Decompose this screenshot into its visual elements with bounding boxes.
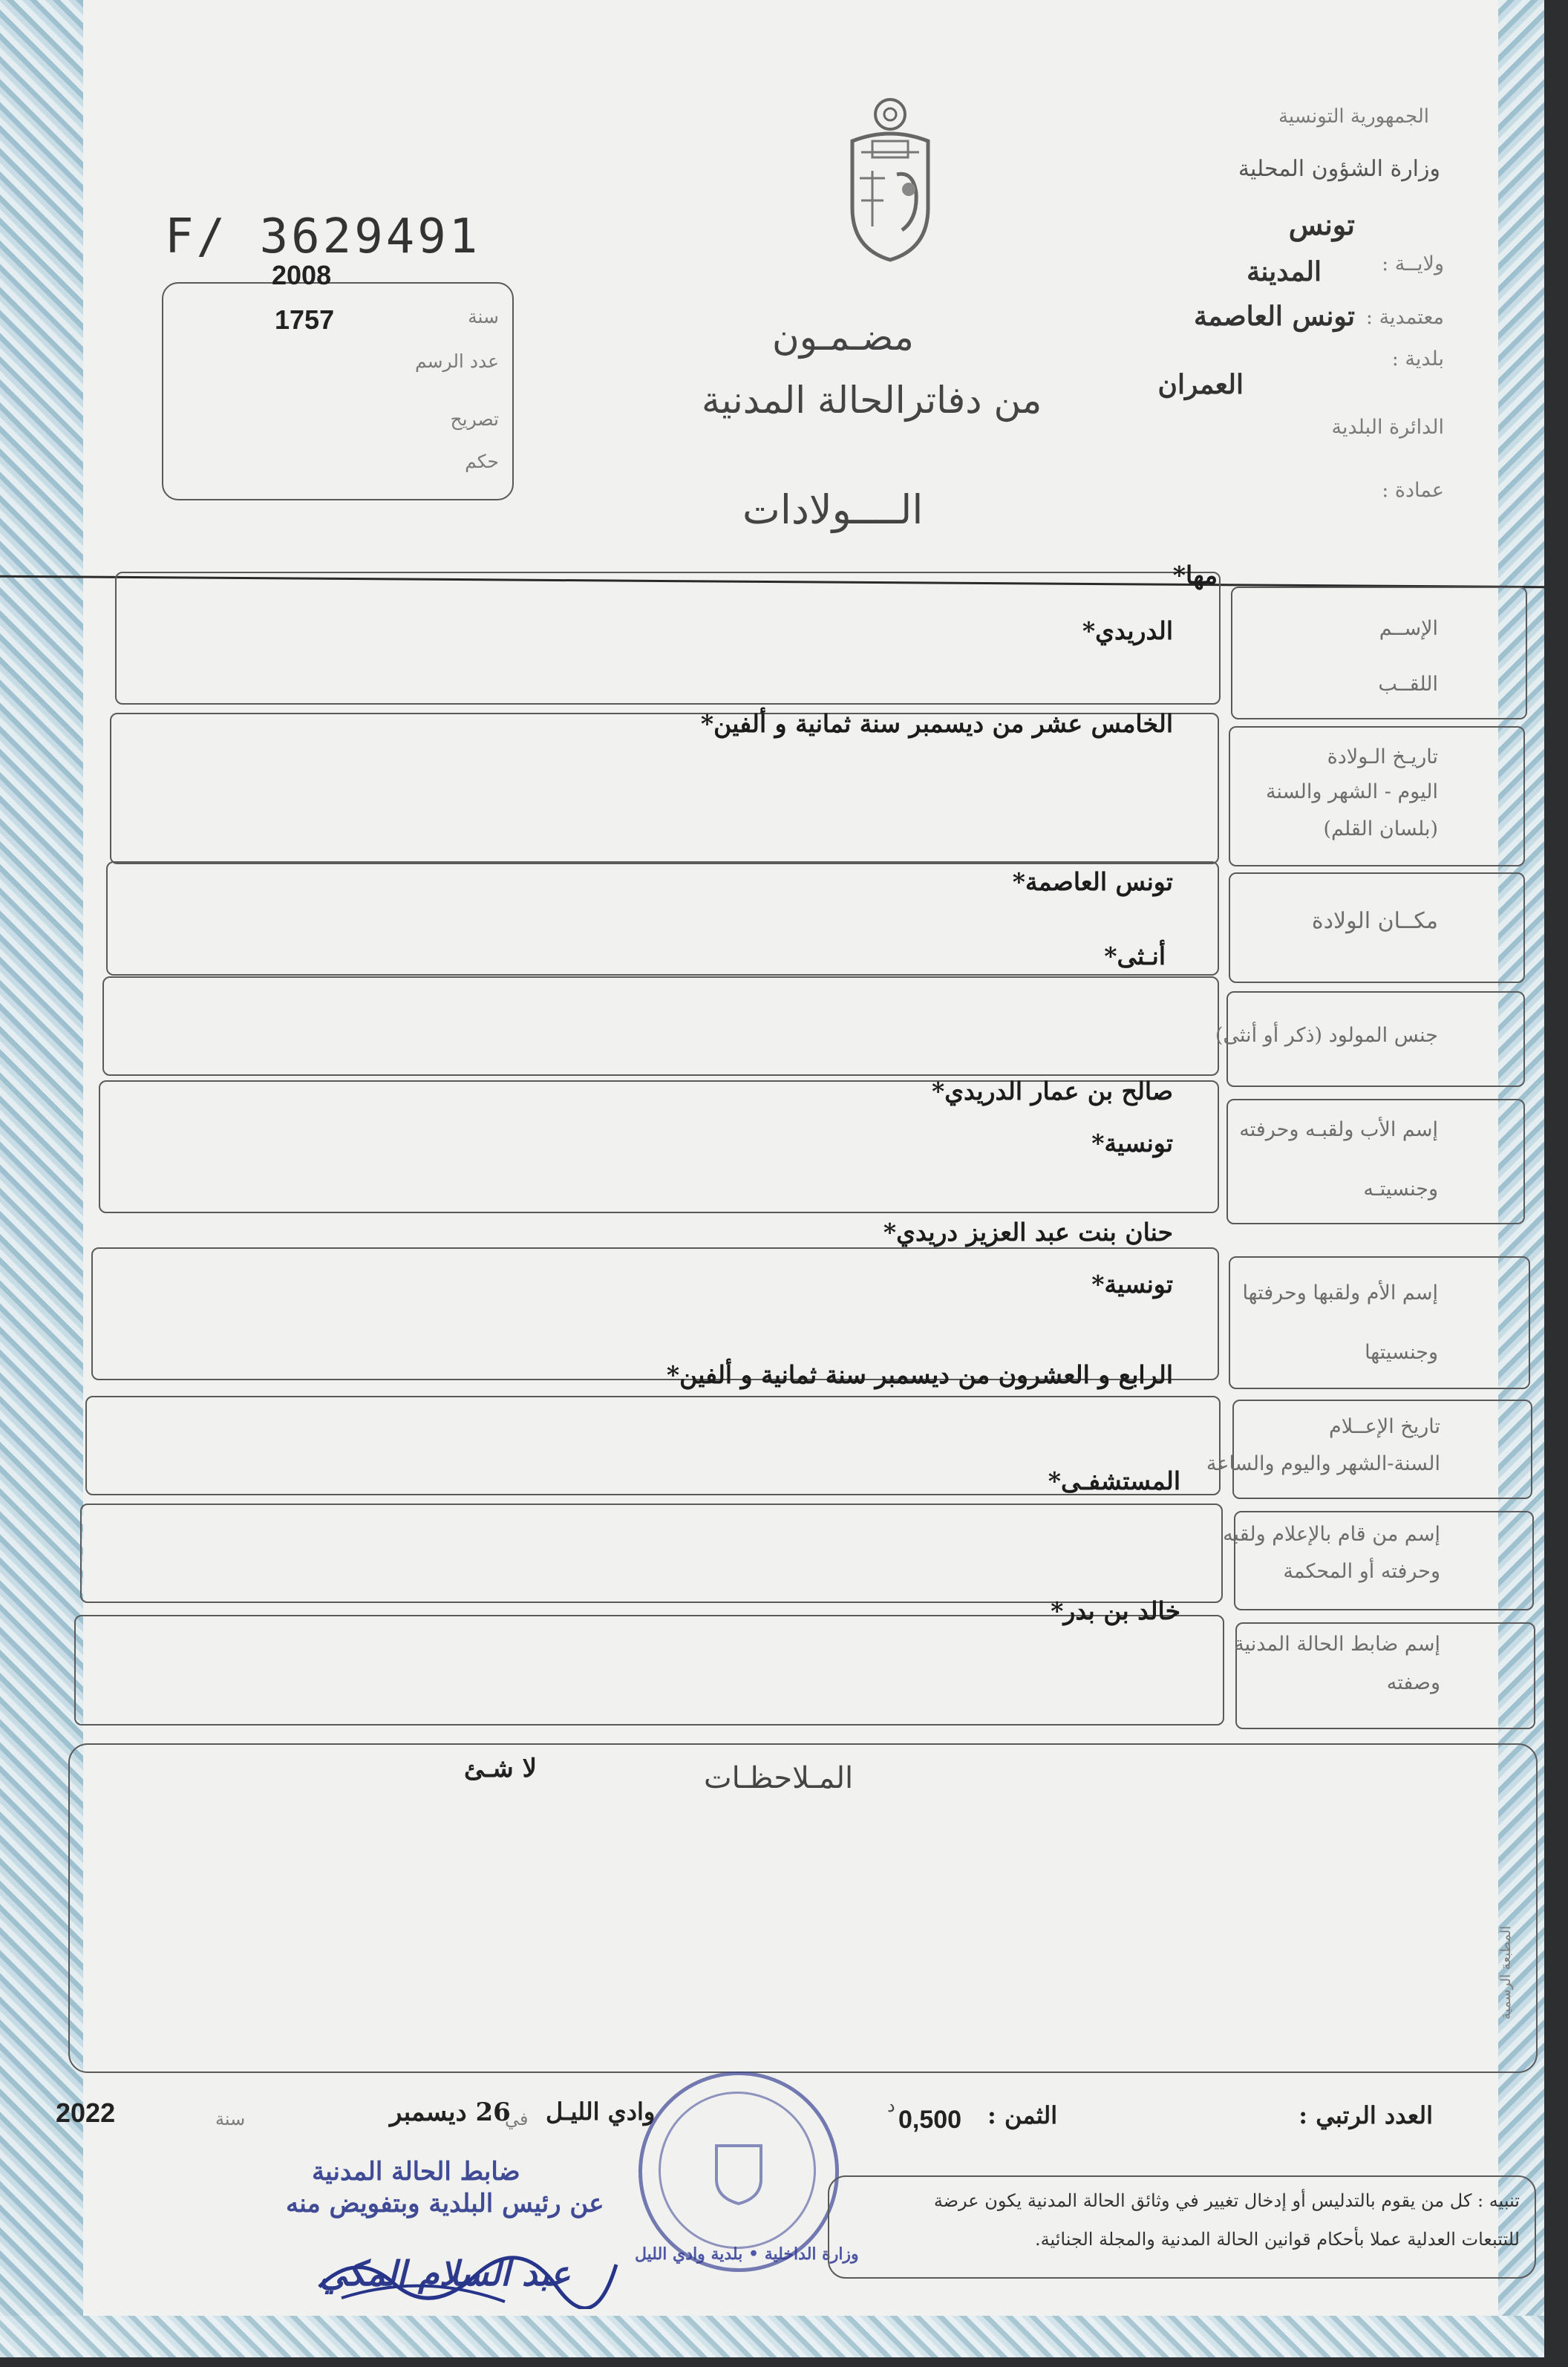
price-unit: د xyxy=(887,2095,895,2116)
section-title: الــــولادات xyxy=(742,486,924,533)
field-officer-value: خالد بن بدر* xyxy=(1051,1596,1180,1625)
field-father-label2: وجنسيتـه xyxy=(1363,1178,1438,1201)
field-mother-value: حنان بنت عبد العزيز دريدي* xyxy=(883,1218,1173,1247)
field-father-label: إسم الأب ولقبـه وحرفته xyxy=(1239,1118,1438,1141)
signature-scribble-icon xyxy=(312,2242,624,2309)
field-declaration-date-label2: السنة-الشهر واليوم والساعة xyxy=(1206,1452,1440,1475)
field-declarant-label: إسم من قام بالإعلام ولقبه xyxy=(1223,1523,1440,1546)
registry-number-label: عدد الرسم xyxy=(414,350,499,372)
place-date: وادي الليـل xyxy=(546,2097,656,2126)
serial-label: العدد الرتبي : xyxy=(1298,2101,1433,2129)
field-birthdate-label2: اليوم - الشهر والسنة xyxy=(1265,780,1438,803)
field-sex-value-box xyxy=(102,976,1219,1076)
ruling-label: حكم xyxy=(465,451,499,472)
field-sex-value: أنـثى* xyxy=(1104,941,1166,970)
field-surname-value: الدريدي* xyxy=(1082,616,1173,645)
field-birthplace-value: تونس العاصمة* xyxy=(1012,867,1173,896)
field-father-value: صالح بن عمار الدريدي* xyxy=(931,1077,1173,1106)
date-prefix: في xyxy=(505,2109,529,2129)
registry-year-label: سنة xyxy=(468,306,499,327)
signature-title: ضابط الحالة المدنية xyxy=(312,2157,520,2187)
print-code: المطبعة الرسمية xyxy=(1498,1925,1514,2020)
field-declaration-date-label: تاريخ الإعــلام xyxy=(1329,1415,1440,1438)
stamp-emblem-icon xyxy=(709,2138,768,2205)
field-name-label-box xyxy=(1231,587,1527,719)
security-border-bottom xyxy=(0,2316,1544,2357)
municipal-stamp xyxy=(635,2071,859,2272)
title-line2: من دفاترالحالة المدنية xyxy=(702,379,1042,422)
field-declarant-value-box xyxy=(80,1504,1223,1603)
year-label: سنة xyxy=(215,2109,246,2129)
registry-number: 1757 xyxy=(275,304,335,335)
title-line1: مضـمـون xyxy=(772,316,914,359)
field-birthdate-label: تاريـخ الـولادة xyxy=(1327,745,1438,768)
field-sex-label: جنس المولود (ذكر أو أنثى) xyxy=(1215,1024,1438,1047)
field-officer-label2: وصفته xyxy=(1386,1671,1440,1694)
field-declarant-value: المستشفـى* xyxy=(1048,1466,1180,1495)
municipality-label: بلدية : xyxy=(1391,347,1444,370)
remarks-value: لا شـئ xyxy=(464,1754,538,1783)
field-birthdate-value: الخامس عشر من ديسمبر سنة ثمانية و ألفين* xyxy=(700,709,1173,738)
field-name-value: مها* xyxy=(1172,561,1218,590)
imada-label: عمادة : xyxy=(1382,479,1444,502)
district-label: الدائرة البلدية xyxy=(1331,416,1444,439)
delegation-value: المدينة xyxy=(1247,256,1322,287)
municipality-value: تونس العاصمة xyxy=(1193,301,1355,332)
field-officer-value-box xyxy=(74,1615,1224,1726)
coat-of-arms-icon xyxy=(839,97,941,264)
field-declaration-date-value: الرابع و العشرون من ديسمبر سنة ثمانية و ألفين* xyxy=(666,1360,1173,1389)
document-number: F/ 3629491 xyxy=(165,209,481,264)
stamp-text: وزارة الداخلية • بلدية وادي الليل xyxy=(635,2244,859,2264)
price-label: الثمن : xyxy=(987,2101,1058,2129)
governorate-label: ولايــة : xyxy=(1382,252,1444,275)
declaration-label: تصريح xyxy=(450,408,499,430)
remarks-label: المـلاحظـات xyxy=(704,1761,854,1795)
registry-year: 2008 xyxy=(272,260,332,290)
signature-delegation: عن رئيس البلدية وبتفويض منه xyxy=(286,2189,604,2219)
republic-label: الجمهورية التونسية xyxy=(1278,105,1429,128)
field-birthdate-label3: (بلسان القلم) xyxy=(1323,817,1438,840)
district-value: العمران xyxy=(1157,369,1244,400)
delegation-label: معتمدية : xyxy=(1365,306,1444,329)
field-name-label: الإســم xyxy=(1379,617,1438,640)
price-value: 0,500 xyxy=(898,2106,962,2134)
field-father-nationality: تونسية* xyxy=(1091,1129,1173,1158)
governorate-value: تونس xyxy=(1288,208,1355,241)
legal-notice-line1: تنبيه : كل من يقوم بالتدليس أو إدخال تغيير في وثائق الحالة المدنية يكون عرضة xyxy=(933,2190,1520,2211)
date-value: 26 ديسمبر xyxy=(390,2097,511,2127)
signature-name: عبد السلام المكي xyxy=(319,2253,571,2293)
field-mother-nationality: تونسية* xyxy=(1091,1270,1173,1299)
legal-notice-line2: للتتبعات العدلية عملا بأحكام قوانين الحالة المدنية والمجلة الجنائية. xyxy=(1035,2229,1520,2250)
field-surname-label: اللقــب xyxy=(1378,673,1438,696)
legal-notice-box xyxy=(828,2175,1536,2279)
year-value: 2022 xyxy=(56,2097,116,2128)
field-declarant-label2: وحرفته أو المحكمة xyxy=(1283,1560,1440,1583)
field-mother-label-box xyxy=(1229,1256,1530,1389)
ministry-label: وزارة الشؤون المحلية xyxy=(1238,156,1440,182)
field-name-value-box xyxy=(115,572,1221,705)
field-birthplace-label: مكــان الولادة xyxy=(1311,908,1438,934)
field-mother-label: إسم الأم ولقبها وحرفتها xyxy=(1242,1282,1438,1305)
registry-box xyxy=(162,260,514,500)
field-officer-label: إسم ضابط الحالة المدنية xyxy=(1234,1633,1440,1656)
field-mother-label2: وجنسيتها xyxy=(1365,1341,1438,1364)
